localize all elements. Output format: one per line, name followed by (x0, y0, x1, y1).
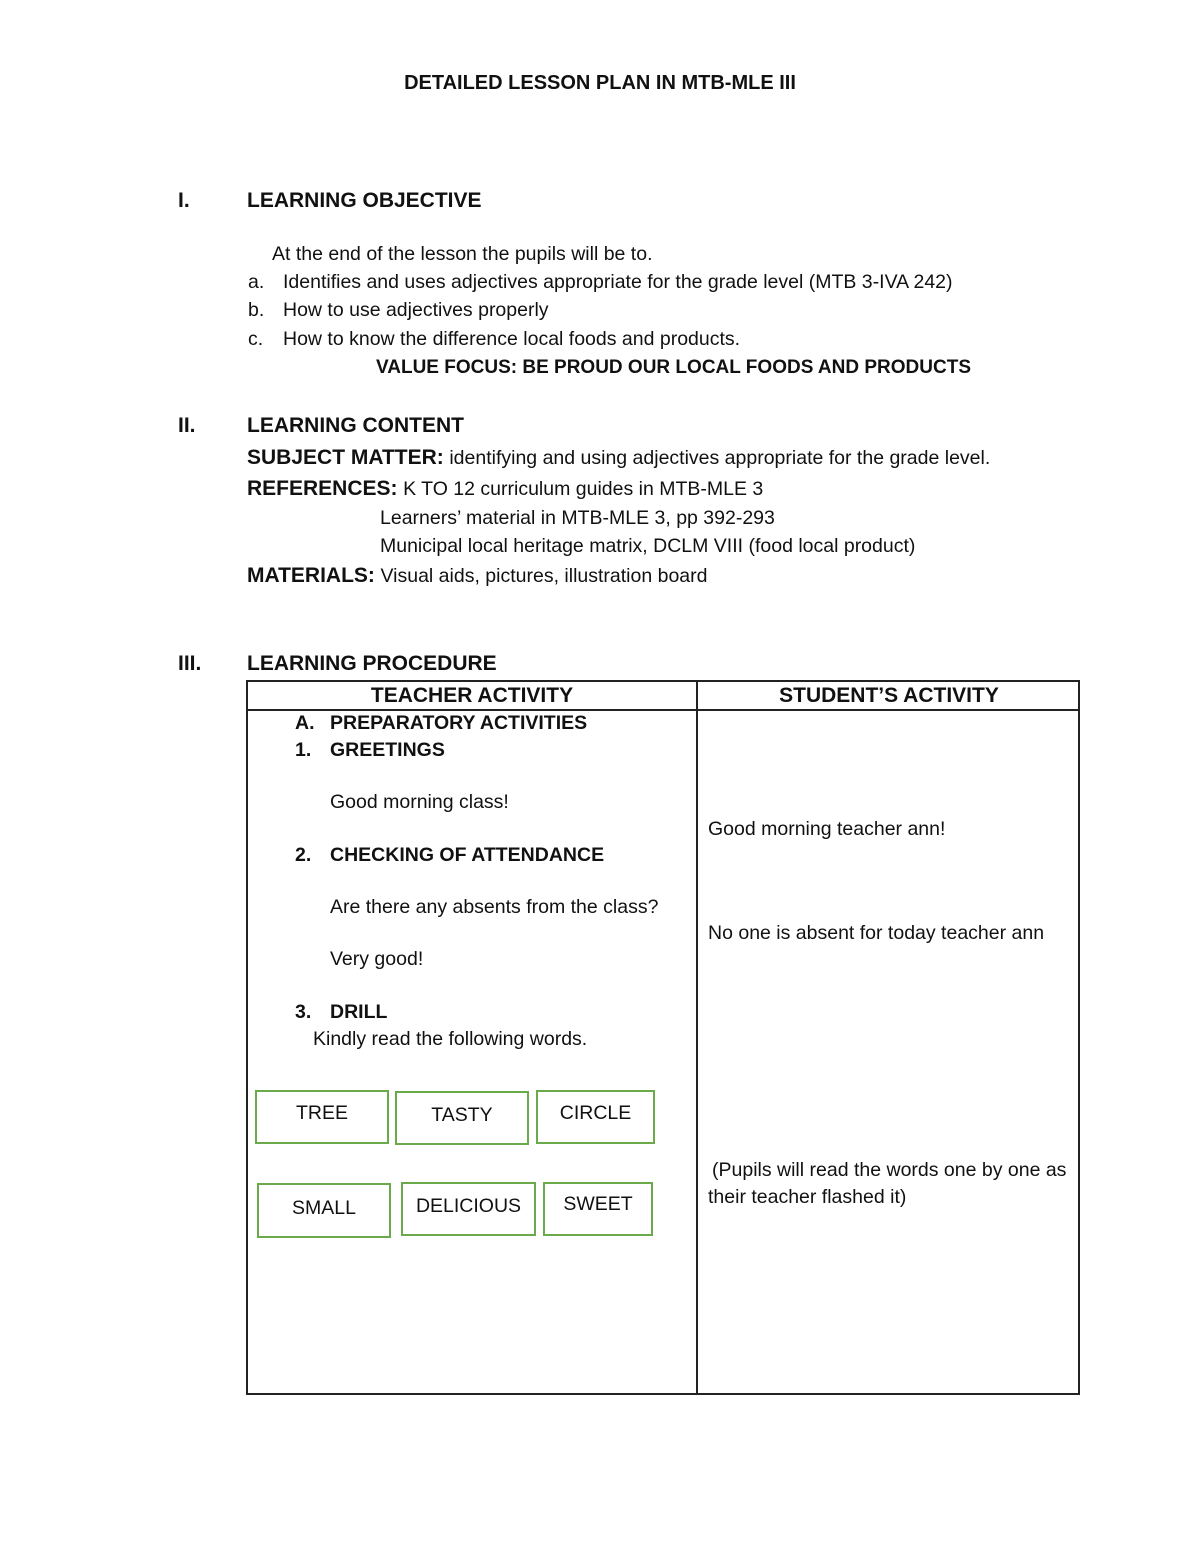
reference-item-2: Learners’ material in MTB-MLE 3, pp 392-293 (380, 507, 775, 529)
student-drill-reply-line1: (Pupils will read the words one by one as (712, 1159, 1067, 1181)
word-card-delicious (401, 1182, 536, 1236)
value-focus: VALUE FOCUS: BE PROUD OUR LOCAL FOODS AND PRODUCTS (376, 357, 971, 378)
reference-item-1: K TO 12 curriculum guides in MTB-MLE 3 (403, 478, 764, 500)
attendance-question: Are there any absents from the class? (330, 896, 659, 918)
header-student-activity: STUDENT’S ACTIVITY (779, 684, 999, 707)
section-heading-objective: LEARNING OBJECTIVE (247, 189, 482, 212)
word-card-sweet (543, 1182, 653, 1236)
materials-text: Visual aids, pictures, illustration board (380, 565, 708, 587)
objective-item-c: How to know the difference local foods and products. (283, 328, 741, 350)
objective-marker-a: a. (248, 271, 265, 293)
section-heading-content: LEARNING CONTENT (247, 414, 464, 437)
table-column-divider (696, 680, 698, 1395)
section-heading-procedure: LEARNING PROCEDURE (247, 652, 497, 675)
word-card-text: CIRCLE (559, 1102, 632, 1124)
references-label: REFERENCES: (247, 477, 398, 500)
student-greeting-reply: Good morning teacher ann! (708, 818, 946, 840)
header-teacher-activity: TEACHER ACTIVITY (370, 684, 574, 707)
teacher-greeting-line: Good morning class! (330, 791, 509, 813)
prep-marker: A. (295, 712, 315, 734)
section-number-2: II. (178, 414, 196, 437)
references-line (247, 477, 763, 501)
word-card-circle (536, 1090, 655, 1144)
word-card-text: TASTY (431, 1104, 493, 1126)
materials-line (247, 564, 707, 588)
table-header-rule (246, 709, 1080, 711)
student-drill-reply-line2: their teacher flashed it) (708, 1186, 907, 1208)
subject-matter-text: identifying and using adjectives appropriate for the grade level. (449, 447, 991, 469)
drill-label: DRILL (330, 1001, 388, 1023)
word-card-small (257, 1183, 391, 1238)
attendance-response: Very good! (330, 948, 424, 970)
prep-label: PREPARATORY ACTIVITIES (330, 712, 588, 734)
section-number-1: I. (178, 189, 190, 212)
objective-marker-b: b. (248, 299, 265, 321)
attendance-label: CHECKING OF ATTENDANCE (330, 844, 605, 866)
section-number-3: III. (178, 652, 202, 675)
document-title: DETAILED LESSON PLAN IN MTB-MLE III (404, 72, 796, 94)
word-card-text: TREE (295, 1102, 348, 1124)
word-card-text: SWEET (563, 1193, 633, 1215)
objective-item-b: How to use adjectives properly (283, 299, 549, 321)
drill-marker: 3. (295, 1001, 312, 1023)
word-card-text: SMALL (292, 1197, 356, 1219)
student-attendance-reply: No one is absent for today teacher ann (708, 922, 1045, 944)
objective-marker-c: c. (248, 328, 264, 350)
reference-item-3: Municipal local heritage matrix, DCLM VIII (food local product) (380, 535, 916, 557)
drill-instruction: Kindly read the following words. (313, 1028, 588, 1050)
objective-item-a: Identifies and uses adjectives appropriate for the grade level (MTB 3-IVA 242) (283, 271, 953, 293)
subject-matter-line (247, 446, 990, 470)
greetings-marker: 1. (295, 739, 312, 761)
greetings-label: GREETINGS (330, 739, 445, 761)
word-card-tree (255, 1090, 389, 1144)
materials-label: MATERIALS: (247, 564, 375, 587)
word-card-tasty (395, 1091, 529, 1145)
objective-intro: At the end of the lesson the pupils will be to. (272, 243, 653, 265)
word-card-text: DELICIOUS (415, 1195, 522, 1217)
subject-matter-label: SUBJECT MATTER: (247, 446, 444, 469)
attendance-marker: 2. (295, 844, 312, 866)
